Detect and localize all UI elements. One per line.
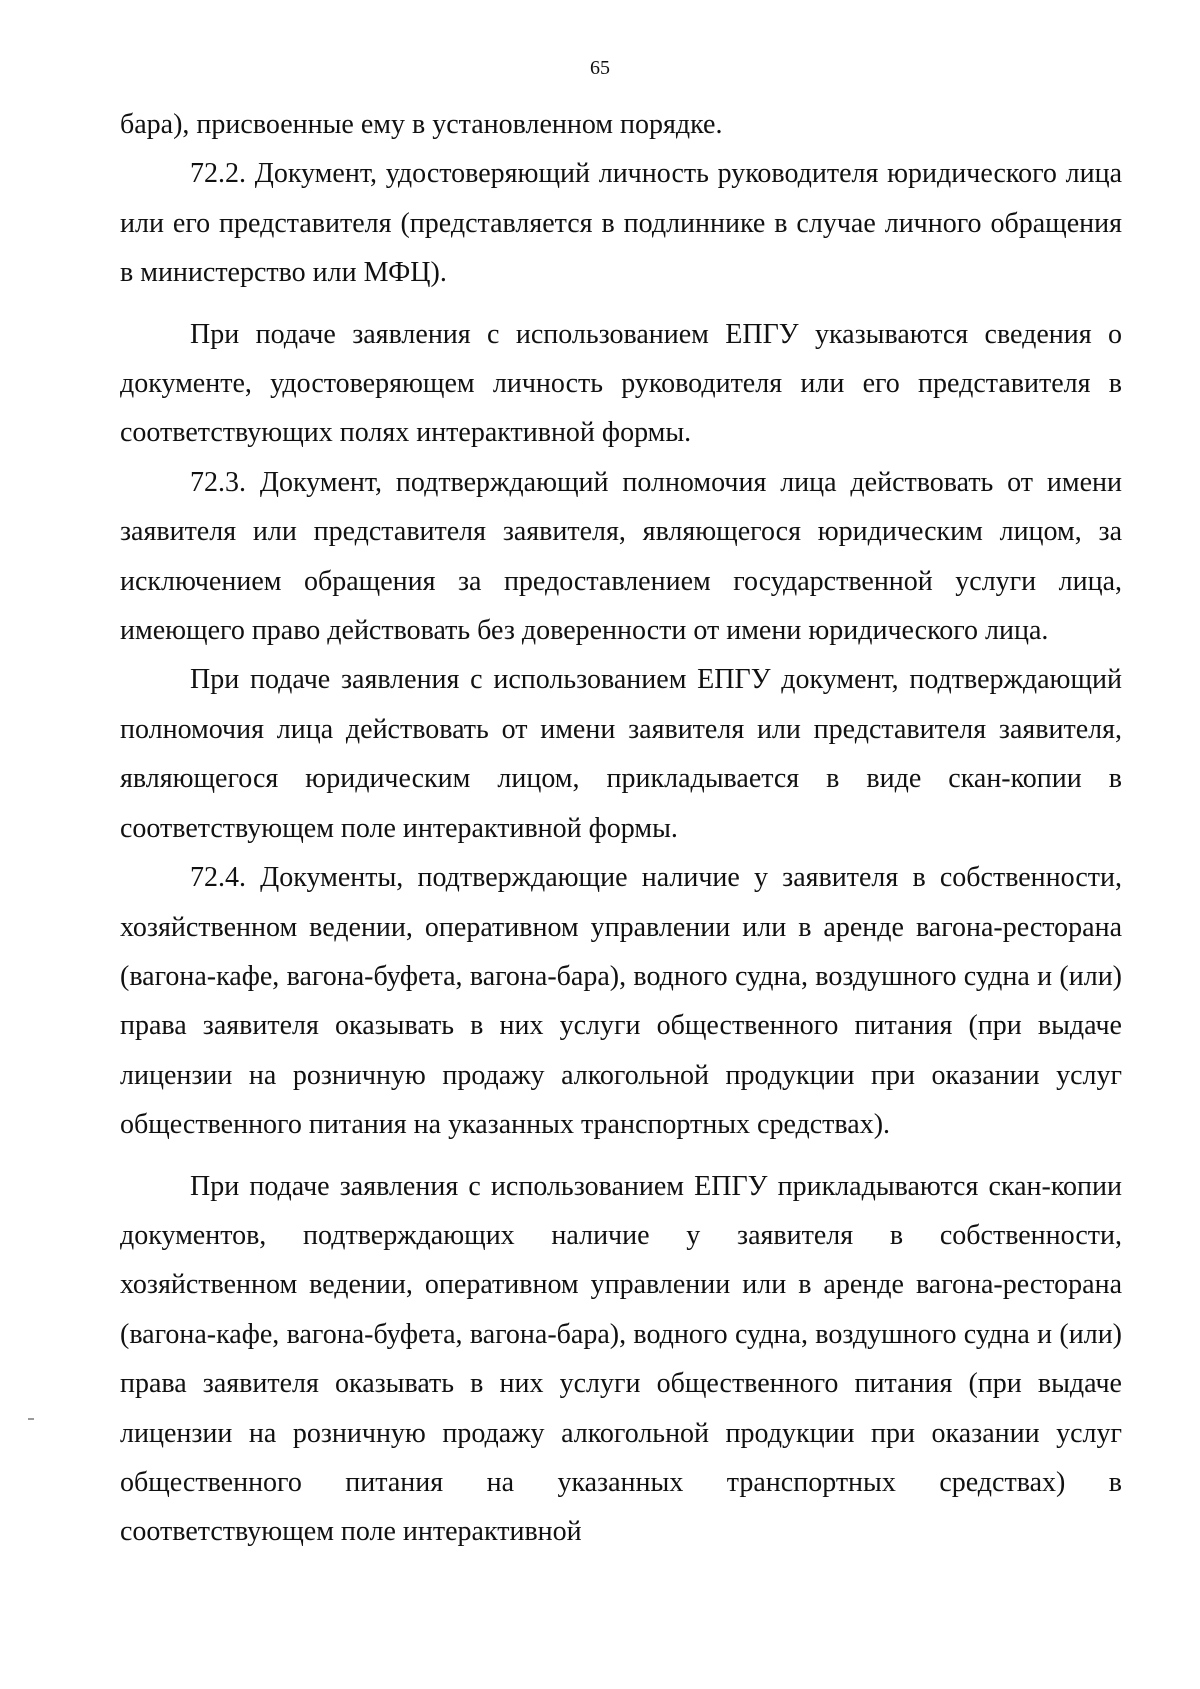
scan-artifact: [28, 1418, 34, 1420]
paragraph-epgu-identity: При подаче заявления с использованием ЕПГУ указываются сведения о документе, удостоверяющем личность руководителя или его представителя в соответствующих полях интерактивной формы.: [120, 318, 1122, 449]
paragraph-epgu-ownership: При подаче заявления с использованием ЕПГУ прикладываются скан-копии документов, подтверждающих наличие у заявителя в собственности, хозяйственном ведении, оперативном управлении или в аренде вагона-ресторана (вагона-кафе, вагона-буфета, вагона-бара), водного судна, воздушного судна и (или) права заявителя оказывать в них услуги общественного питания (при выдаче лицензии на розничную продажу алкогольной продукции при оказании услуг общественного питания на указанных транспортных средствах) в соответствующем поле интерактивной: [120, 1170, 1122, 1548]
page-number: 65: [590, 57, 610, 79]
document-body: [120, 100, 1122, 1557]
paragraph-epgu-authority: При подаче заявления с использованием ЕПГУ документ, подтверждающий полномочия лица действовать от имени заявителя или представителя заявителя, являющегося юридическим лицом, прикладывается в виде скан-копии в соответствующем поле интерактивной формы.: [120, 664, 1122, 844]
paragraph-72-2: 72.2. Документ, удостоверяющий личность руководителя юридического лица или его представителя (представляется в подлиннике в случае личного обращения в министерство или МФЦ).: [120, 158, 1122, 289]
paragraph-continuation: бара), присвоенные ему в установленном порядке.: [120, 109, 723, 140]
paragraph-72-4: 72.4. Документы, подтверждающие наличие у заявителя в собственности, хозяйственном ведении, оперативном управлении или в аренде вагона-ресторана (вагона-кафе, вагона-буфета, вагона-бара), водного судна, воздушного судна и (или) права заявителя оказывать в них услуги общественного питания (при выдаче лицензии на розничную продажу алкогольной продукции при оказании услуг общественного питания на указанных транспортных средствах).: [120, 862, 1122, 1141]
paragraph-72-3: 72.3. Документ, подтверждающий полномочия лица действовать от имени заявителя или представителя заявителя, являющегося юридическим лицом, за исключением обращения за предоставлением государственной услуги лица, имеющего право действовать без доверенности от имени юридического лица.: [120, 466, 1122, 647]
